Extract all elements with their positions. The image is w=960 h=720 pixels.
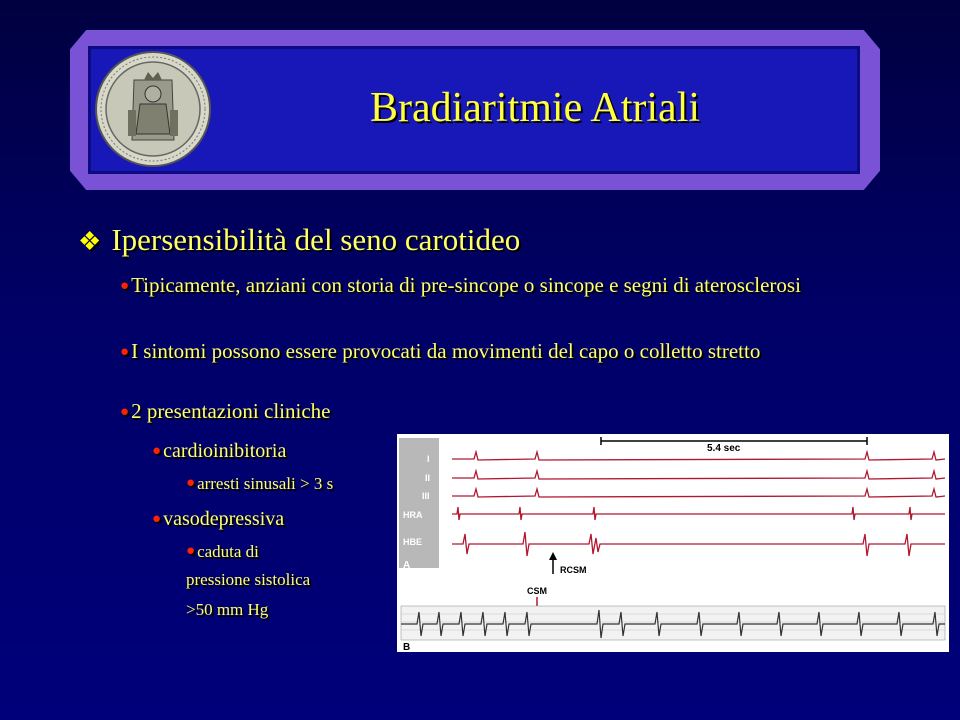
lead-label-I: I xyxy=(427,454,430,464)
type-2-detail-3: >50 mm Hg xyxy=(186,600,269,619)
main-heading: Ipersensibilità del seno carotideo xyxy=(111,222,521,257)
panel-b-label: B xyxy=(403,642,411,652)
type-1-detail xyxy=(186,474,333,494)
panel-a-label: A xyxy=(403,560,411,571)
red-bullet-icon: ● xyxy=(120,404,130,420)
point-1 xyxy=(120,274,885,298)
point-2-text: I sintomi possono essere provocati da movimenti del capo o colletto stretto xyxy=(131,339,761,363)
type-2-detail-1 xyxy=(186,542,259,562)
red-bullet-icon: ● xyxy=(120,278,130,294)
type-1-label: cardioinibitoria xyxy=(163,440,287,462)
type-cardioinibitoria xyxy=(152,440,286,463)
lead-label-III: III xyxy=(422,491,430,501)
rhythm-strip-b xyxy=(401,606,945,640)
red-bullet-icon: ● xyxy=(186,475,196,491)
type-2-label: vasodepressiva xyxy=(163,508,285,530)
lead-label-II: II xyxy=(425,473,431,483)
point-2 xyxy=(120,340,885,364)
interval-label: 5.4 sec xyxy=(707,443,741,454)
point-1-text: Tipicamente, anziani con storia di pre-sincope o sincope e segni di aterosclerosi xyxy=(131,273,801,297)
type-2-detail-text-1: caduta di xyxy=(197,542,259,561)
lead-label-panel xyxy=(399,438,439,568)
point-3 xyxy=(120,400,885,424)
type-1-detail-text: arresti sinusali > 3 s xyxy=(197,474,334,493)
rcsm-label: RCSM xyxy=(560,565,587,575)
csm-label: CSM xyxy=(527,586,547,596)
lead-label-HRA: HRA xyxy=(403,510,423,520)
main-bullet xyxy=(78,222,520,258)
red-bullet-icon: ● xyxy=(152,511,162,527)
red-bullet-icon: ● xyxy=(152,443,162,459)
ecg-figure xyxy=(397,434,949,652)
red-bullet-icon: ● xyxy=(120,344,130,360)
lead-label-HBE: HBE xyxy=(403,537,423,547)
red-bullet-icon: ● xyxy=(186,543,196,559)
point-3-text: 2 presentazioni cliniche xyxy=(131,399,331,423)
slide-title: Bradiaritmie Atriali xyxy=(369,85,701,131)
type-vasodepressiva xyxy=(152,508,284,531)
type-2-detail-2: pressione sistolica xyxy=(186,570,311,589)
diamond-bullet-icon: ❖ xyxy=(78,227,102,256)
